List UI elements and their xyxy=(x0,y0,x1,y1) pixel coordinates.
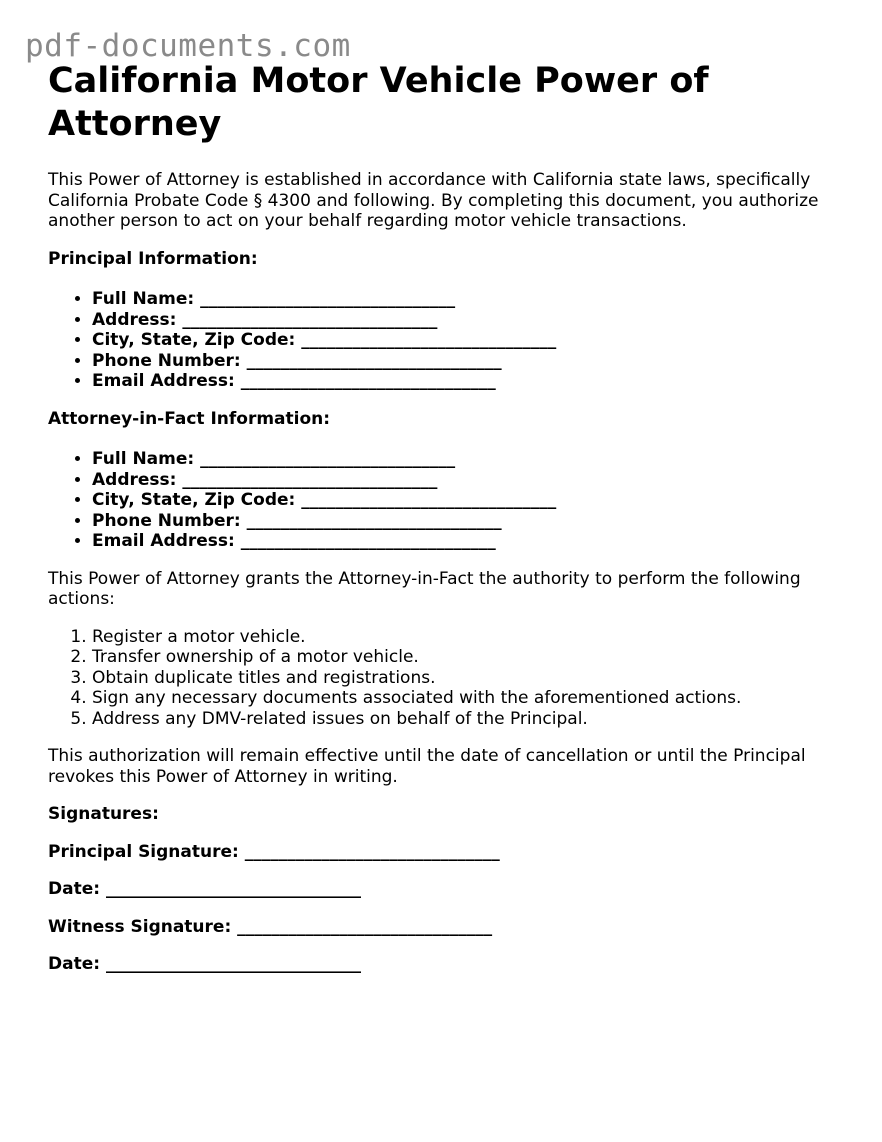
principal-city-state-zip-field: • City, State, Zip Code: ______________________________ xyxy=(92,330,848,351)
action-item: 5. Address any DMV-related issues on behalf of the Principal. xyxy=(92,709,848,730)
witness-signature-line: Witness Signature: ______________________________ xyxy=(48,916,493,937)
principal-signature-line: Principal Signature: ______________________________ xyxy=(48,841,500,862)
principal-address-field: • Address: ______________________________ xyxy=(92,310,848,331)
watermark: pdf-documents.com xyxy=(25,28,351,64)
actions-list xyxy=(48,627,848,730)
attorney-address-field: • Address: ______________________________ xyxy=(92,470,848,491)
action-item: 1. Register a motor vehicle. xyxy=(92,627,848,648)
principal-full-name-field: • Full Name: ______________________________ xyxy=(92,289,848,310)
document-page xyxy=(48,60,848,992)
attorney-city-state-zip-field: • City, State, Zip Code: ______________________________ xyxy=(92,490,848,511)
attorney-email-field: • Email Address: ______________________________ xyxy=(92,531,848,552)
signatures-heading: Signatures: xyxy=(48,804,159,824)
grant-paragraph: This Power of Attorney grants the Attorney-in-Fact the authority to perform the following actions: xyxy=(48,568,801,609)
witness-date-line: Date: ______________________________ xyxy=(48,954,361,974)
action-item: 3. Obtain duplicate titles and registrations. xyxy=(92,668,848,689)
principal-heading: Principal Information: xyxy=(48,248,258,269)
attorney-fields-list xyxy=(48,449,848,552)
attorney-full-name-field: • Full Name: ______________________________ xyxy=(92,449,848,470)
principal-phone-field: • Phone Number: ______________________________ xyxy=(92,351,848,372)
principal-email-field: • Email Address: ______________________________ xyxy=(92,371,848,392)
document-title: California Motor Vehicle Power of Attorney xyxy=(48,61,709,144)
validity-paragraph: This authorization will remain effective until the date of cancellation or until the Principal revokes this Power of Attorney in writing. xyxy=(48,746,806,787)
attorney-heading: Attorney-in-Fact Information: xyxy=(48,408,331,429)
principal-fields-list xyxy=(48,289,848,392)
action-item: 2. Transfer ownership of a motor vehicle. xyxy=(92,647,848,668)
action-item: 4. Sign any necessary documents associated with the aforementioned actions. xyxy=(92,688,848,709)
principal-date-line: Date: ______________________________ xyxy=(48,879,361,899)
attorney-phone-field: • Phone Number: ______________________________ xyxy=(92,511,848,532)
intro-paragraph: This Power of Attorney is established in accordance with California state laws, specifically California Probate Code § 4300 and following. By completing this document, you authorize another person to act on your behalf regarding motor vehicle transactions. xyxy=(48,170,819,231)
